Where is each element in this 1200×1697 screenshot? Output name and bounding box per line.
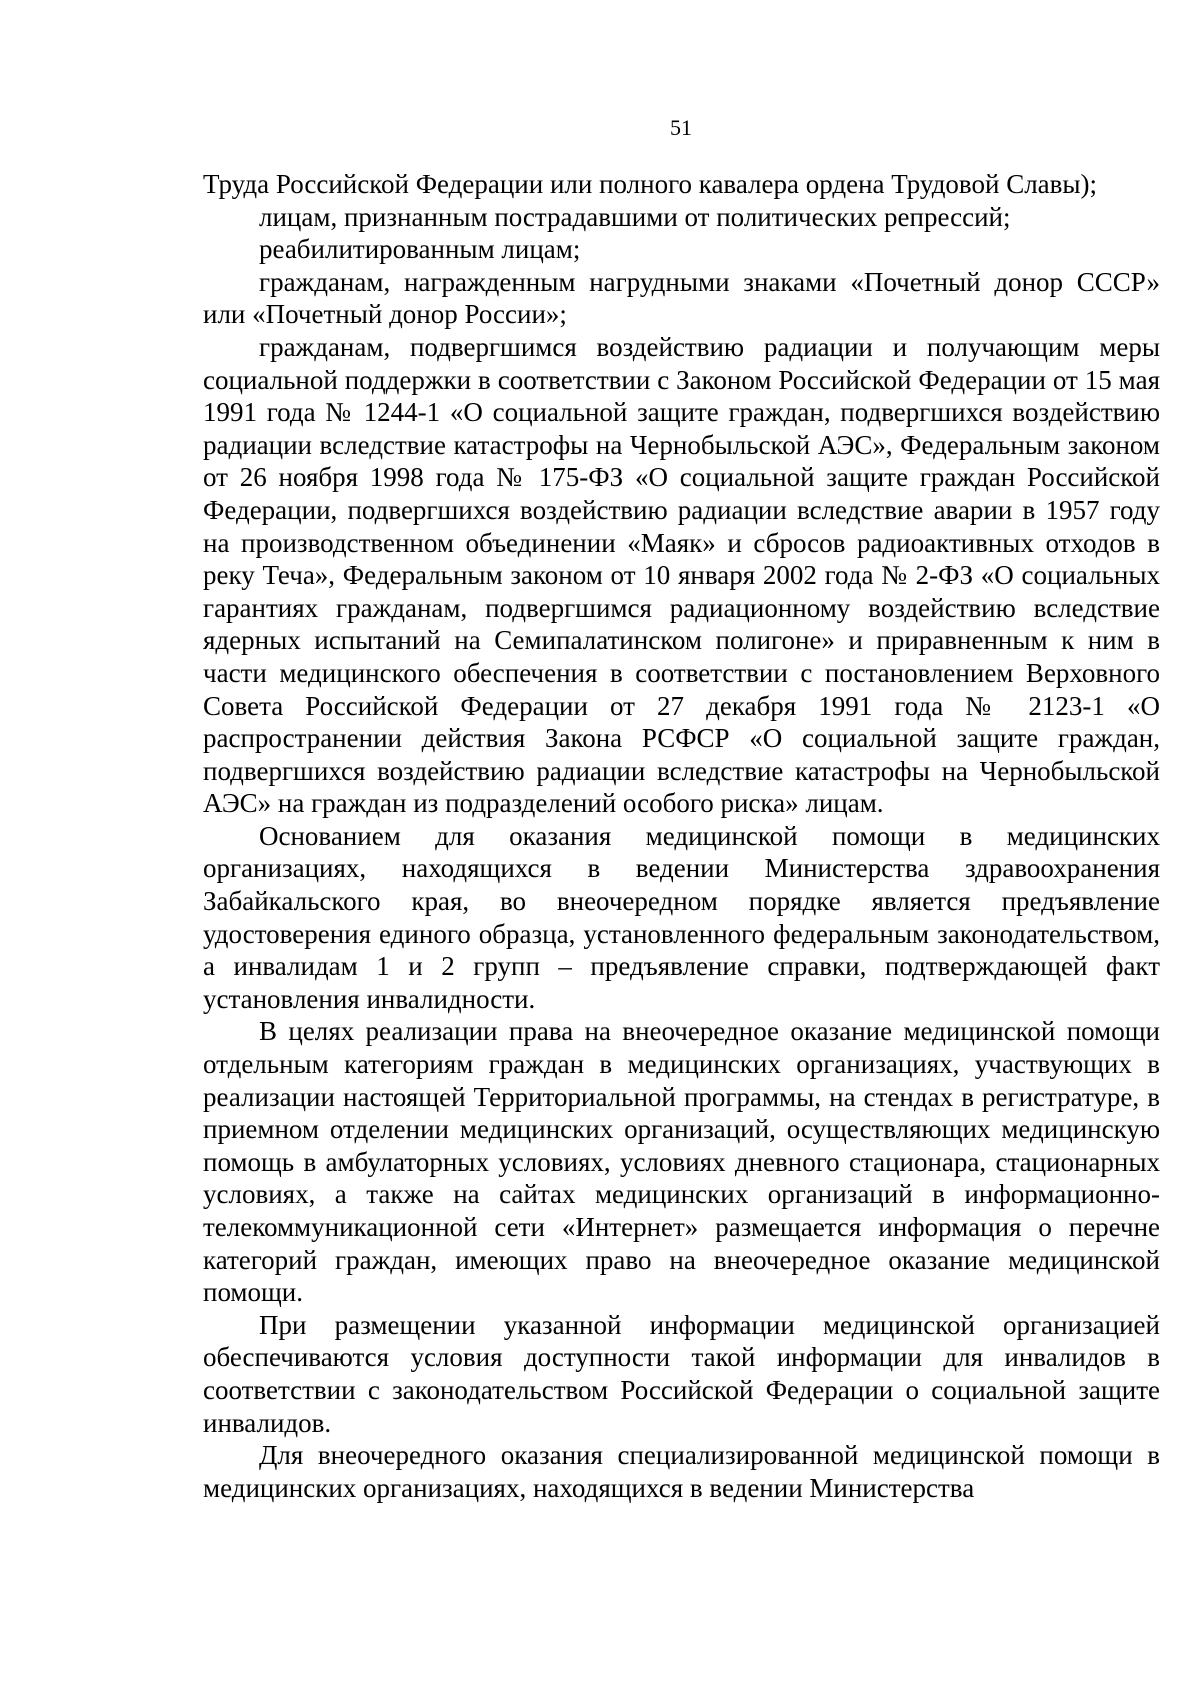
paragraph: Основанием для оказания медицинской помощи в медицинских организациях, находящихся в ведении Министерства здравоохранения Забайкальского края, во внеочередном порядке является предъявление удостоверения единого образца, установленного федеральным законодательством, а инвалидам 1 и 2 групп – предъявление справки, подтверждающей факт установления инвалидности. (203, 820, 1160, 1014)
document-body (203, 168, 1160, 1504)
paragraph: При размещении указанной информации медицинской организацией обеспечиваются условия доступности такой информации для инвалидов в соответствии с законодательством Российской Федерации о социальной защите инвалидов. (203, 1309, 1160, 1438)
paragraph-continuation: Труда Российской Федерации или полного кавалера ордена Трудовой Славы); (203, 169, 1098, 199)
paragraph: В целях реализации права на внеочередное оказание медицинской помощи отдельным категориям граждан в медицинских организациях, участвующих в реализации настоящей Территориальной программы, на стендах в регистратуре, в приемном отделении медицинских организаций, осуществляющих медицинскую помощь в амбулаторных условиях, условиях дневного стационара, стационарных условиях, а также на сайтах медицинских организаций в информационно-телекоммуникационной сети «Интернет» размещается информация о перечне категорий граждан, имеющих право на внеочередное оказание медицинской помощи. (203, 1016, 1160, 1308)
paragraph: реабилитированным лицам; (259, 234, 581, 265)
paragraph: Для внеочередного оказания специализированной медицинской помощи в медицинских организациях, находящихся в ведении Министерства (203, 1440, 1160, 1503)
paragraph: гражданам, награжденным нагрудными знаками «Почетный донор СССР» или «Почетный донор России»; (203, 266, 1160, 330)
paragraph: гражданам, подвергшимся воздействию радиации и получающим меры социальной поддержки в соответствии с Законом Российской Федерации от 15 мая 1991 года № 1244-1 «О социальной защите граждан, подвергшихся воздействию радиации вследствие катастрофы на Чернобыльской АЭС», Федеральным законом от 26 ноября 1998 года № 175-ФЗ «О социальной защите граждан Российской Федерации, подвергшихся воздействию радиации вследствие аварии в 1957 году на производственном объединении «Маяк» и сбросов радиоактивных отходов в реку Теча», Федеральным законом от 10 января 2002 года № 2-ФЗ «О социальных гарантиях гражданам, подвергшимся радиационному воздействию вследствие ядерных испытаний на Семипалатинском полигоне» и приравненным к ним в части медицинского обеспечения в соответствии с постановлением Верховного Совета Российской Федерации от 27 декабря 1991 года № 2123-1 «О распространении действия Закона РСФСР «О социальной защите граждан, подвергшихся воздействию радиации вследствие катастрофы на Чернобыльской АЭС» на граждан из подразделений особого риска» лицам. (203, 331, 1160, 819)
page-number: 51 (670, 115, 692, 140)
paragraph: лицам, признанным пострадавшими от политических репрессий; (259, 201, 1011, 232)
